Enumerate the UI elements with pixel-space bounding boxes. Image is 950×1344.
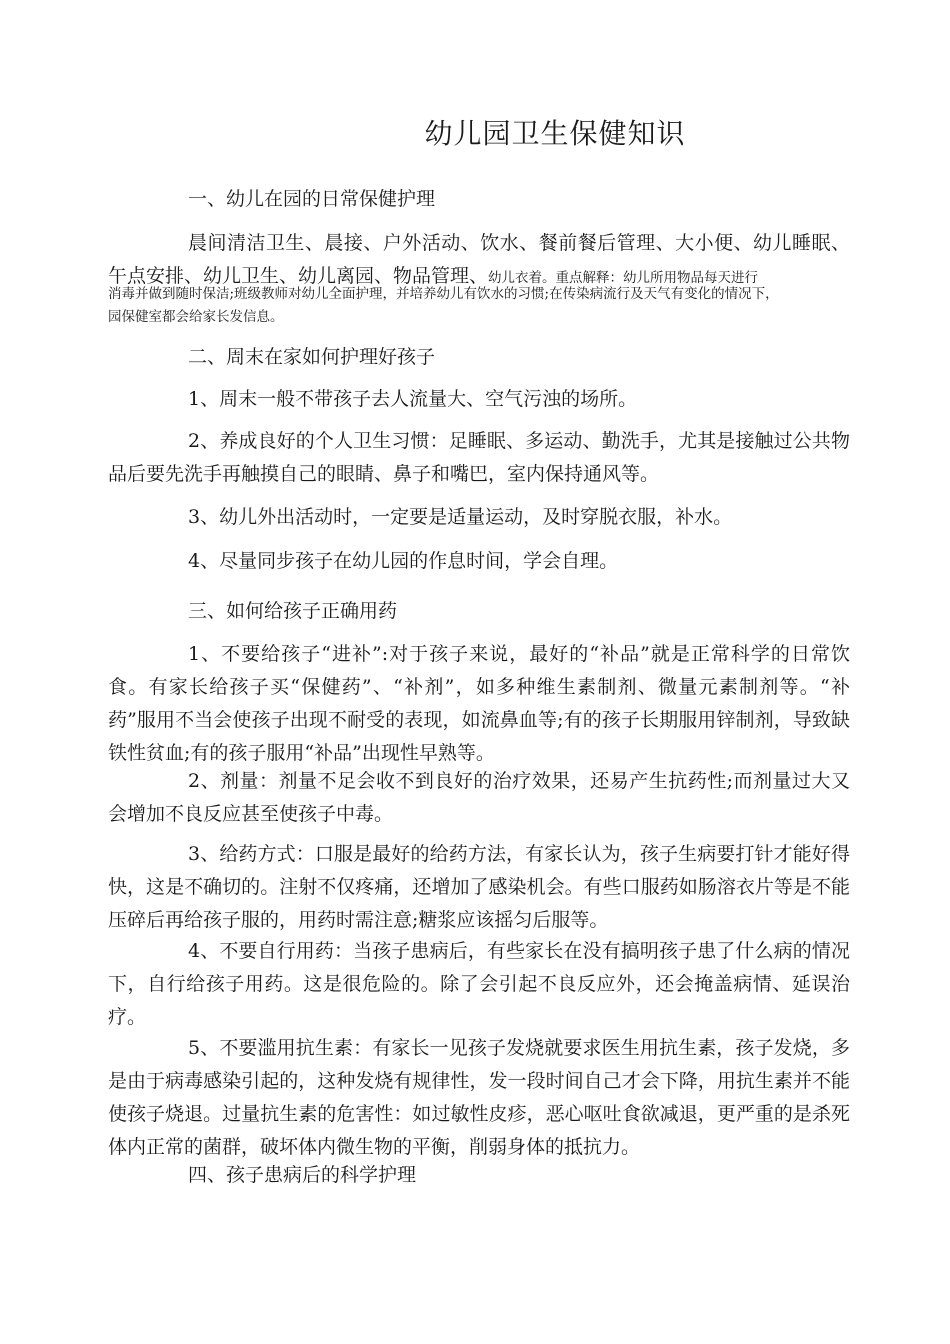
section-heading-1: 一、幼儿在园的日常保健护理 <box>188 188 436 210</box>
section-3-item-4: 4、不要自行用药：当孩子患病后，有些家长在没有搞明孩子患了什么病的情况下，自行给孩子用药。这是很危险的。除了会引起不良反应外，还会掩盖病情、延误治疗。 <box>108 940 850 1028</box>
section-3-item-5: 5、不要滥用抗生素：有家长一见孩子发烧就要求医生用抗生素，孩子发烧，多是由于病毒感染引起的，这种发烧有规律性，发一段时间自己才会下降，用抗生素并不能使孩子烧退。过量抗生素的危害性：如过敏性皮疹，恶心呕吐食欲减退，更严重的是杀死体内正常的菌群，破坏体内微生物的平衡，削弱身体的抵抗力。 <box>108 1037 850 1158</box>
section-3-item-2: 2、剂量：剂量不足会收不到良好的治疗效果，还易产生抗药性;而剂量过大又会增加不良反应甚至使孩子中毒。 <box>108 770 850 825</box>
section-1-small-line-2: 消毒并做到随时保洁;班级教师对幼儿全面护理，并培养幼儿有饮水的习惯;在传染病流行及天气有变化的情况下， <box>108 286 779 302</box>
section-2-item-4: 4、尽量同步孩子在幼儿园的作息时间，学会自理。 <box>188 550 619 572</box>
section-heading-2: 二、周末在家如何护理好孩子 <box>188 346 436 368</box>
section-1-text-main: 晨间清洁卫生、晨接、户外活动、饮水、餐前餐后管理、大小便、幼儿睡眠、午点安排、幼儿卫生、幼儿离园、物品管理、 <box>108 232 850 287</box>
section-heading-3: 三、如何给孩子正确用药 <box>188 600 398 622</box>
section-3-item-1: 1、不要给孩子“进补”:对于孩子来说，最好的“补品”就是正常科学的日常饮食。有家长给孩子买“保健药”、“补剂”，如多种维生素制剂、微量元素制剂等。“补药”服用不当会使孩子出现不耐受的表现，如流鼻血等;有的孩子长期服用锌制剂，导致缺铁性贫血;有的孩子服用“补品”出现性早熟等。 <box>108 643 850 764</box>
section-3-item-3: 3、给药方式：口服是最好的给药方法，有家长认为，孩子生病要打针才能好得快，这是不确切的。注射不仅疼痛，还增加了感染机会。有些口服药如肠溶衣片等是不能压碎后再给孩子服的，用药时需注意;糖浆应该摇匀后服等。 <box>108 843 850 931</box>
section-2-item-2: 2、养成良好的个人卫生习惯：足睡眠、多运动、勤洗手，尤其是接触过公共物品后要先洗手再触摸自己的眼睛、鼻子和嘴巴，室内保持通风等。 <box>108 430 850 485</box>
page-title: 幼儿园卫生保健知识 <box>424 117 686 150</box>
section-2-item-1: 1、周末一般不带孩子去人流量大、空气污浊的场所。 <box>188 388 638 410</box>
section-2-item-3: 3、幼儿外出活动时，一定要是适量运动，及时穿脱衣服，补水。 <box>188 506 733 528</box>
section-heading-4: 四、孩子患病后的科学护理 <box>188 1164 417 1186</box>
section-1-text-small-1: 幼儿衣着。重点解释：幼儿所用物品每天进行 <box>488 270 759 286</box>
section-1-small-line-3: 园保健室都会给家长发信息。 <box>108 309 284 325</box>
